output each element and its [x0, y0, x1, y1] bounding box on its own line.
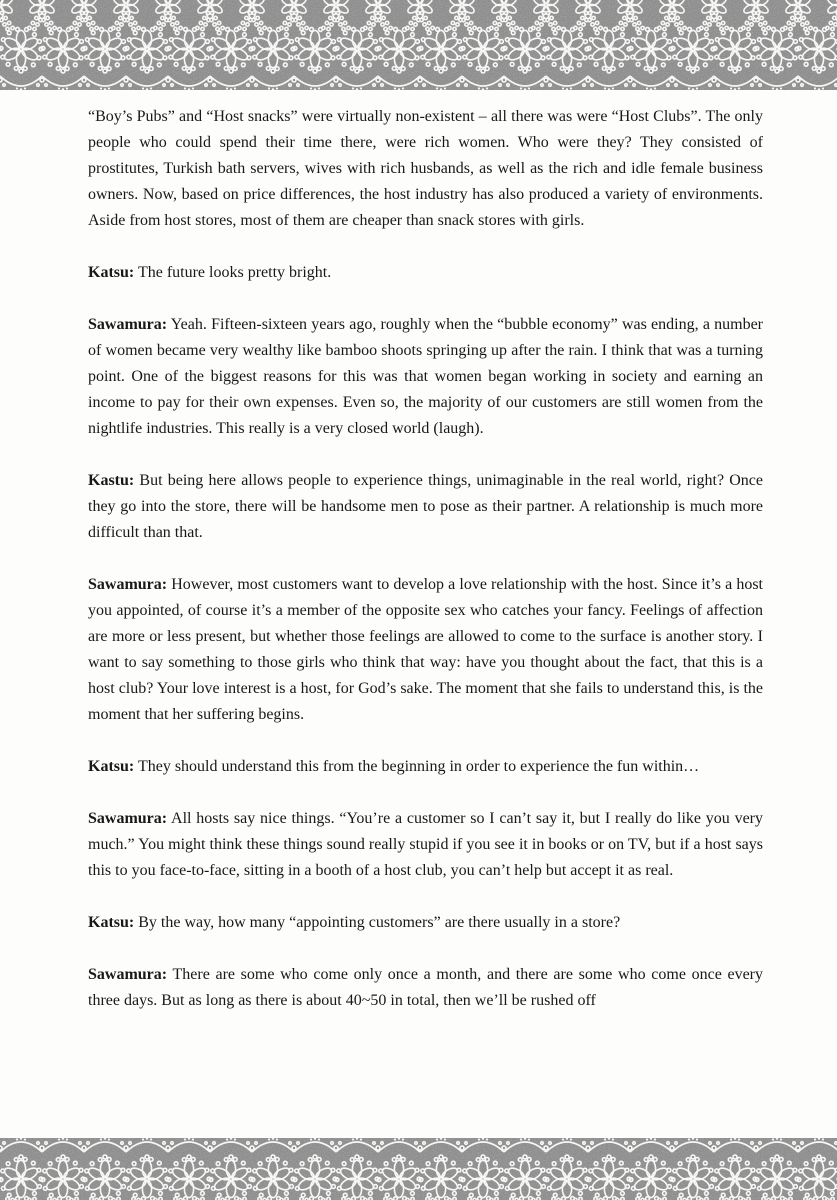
- speaker-name: Sawamura:: [88, 316, 168, 333]
- paragraph-text: They should understand this from the beginning in order to experience the fun within…: [134, 758, 700, 775]
- speaker-name: Katsu:: [88, 758, 135, 775]
- paragraph-text: But being here allows people to experience things, unimaginable in the real world, right? Once they go into the store, there will be handsome men to pose as their partner. A relationship is much more difficult than that.: [88, 472, 763, 541]
- paragraph-sawamura: [88, 312, 763, 442]
- paragraph-text: However, most customers want to develop a love relationship with the host. Since it’s a host you appointed, of course it’s a member of the opposite sex who catches your fancy. Feelings of affection are more or less present, but whether those feelings are allowed to come to the surface is another story. I want to say something to those girls who think that way: have you thought about the fact, that this is a host club? Your love interest is a host, for God’s sake. The moment that she fails to understand this, is the moment that her suffering begins.: [88, 576, 763, 723]
- speaker-name: Katsu:: [88, 914, 135, 931]
- speaker-name: Sawamura:: [88, 810, 168, 827]
- lace-pattern-icon: [0, 0, 837, 90]
- paragraph-text: The future looks pretty bright.: [134, 264, 332, 281]
- paragraph-narration: [88, 104, 763, 234]
- paragraph-katsu: [88, 260, 763, 286]
- speaker-name: Sawamura:: [88, 576, 168, 593]
- speaker-name: Sawamura:: [88, 966, 168, 983]
- paragraph-text: There are some who come only once a month, and there are some who come once every three days. But as long as there is about 40~50 in total, then we’ll be rushed off: [88, 966, 763, 1009]
- interview-text: [88, 104, 763, 1040]
- paragraph-text: “Boy’s Pubs” and “Host snacks” were virtually non-existent – all there was were “Host Clubs”. The only people who could spend their time there, were rich women. Who were they? They consisted of prostitutes, Turkish bath servers, wives with rich husbands, as well as the rich and idle female business owners. Now, based on price differences, the host industry has also produced a variety of environments. Aside from host stores, most of them are cheaper than snack stores with girls.: [88, 108, 763, 229]
- paragraph-text: Yeah. Fifteen-sixteen years ago, roughly when the “bubble economy” was ending, a number of women became very wealthy like bamboo shoots springing up after the rain. I think that was a turning point. One of the biggest reasons for this was that women began working in society and earning an income to pay for their own expenses. Even so, the majority of our customers are still women from the nightlife industries. This really is a very closed world (laugh).: [88, 316, 763, 437]
- paragraph-sawamura: [88, 962, 763, 1014]
- paragraph-sawamura: [88, 572, 763, 728]
- lace-pattern-icon: [0, 1138, 837, 1200]
- paragraph-sawamura: [88, 806, 763, 884]
- top-lace-border-decoration: [0, 0, 837, 90]
- speaker-name: Kastu:: [88, 472, 135, 489]
- paragraph-text: All hosts say nice things. “You’re a customer so I can’t say it, but I really do like you very much.” You might think these things sound really stupid if you see it in books or on TV, but if a host says this to you face-to-face, sitting in a booth of a host club, you can’t help but accept it as real.: [88, 810, 763, 879]
- paragraph-katsu: [88, 754, 763, 780]
- paragraph-kastu: [88, 468, 763, 546]
- bottom-lace-border-decoration: [0, 1138, 837, 1200]
- speaker-name: Katsu:: [88, 264, 135, 281]
- paragraph-katsu: [88, 910, 763, 936]
- paragraph-text: By the way, how many “appointing customers” are there usually in a store?: [134, 914, 621, 931]
